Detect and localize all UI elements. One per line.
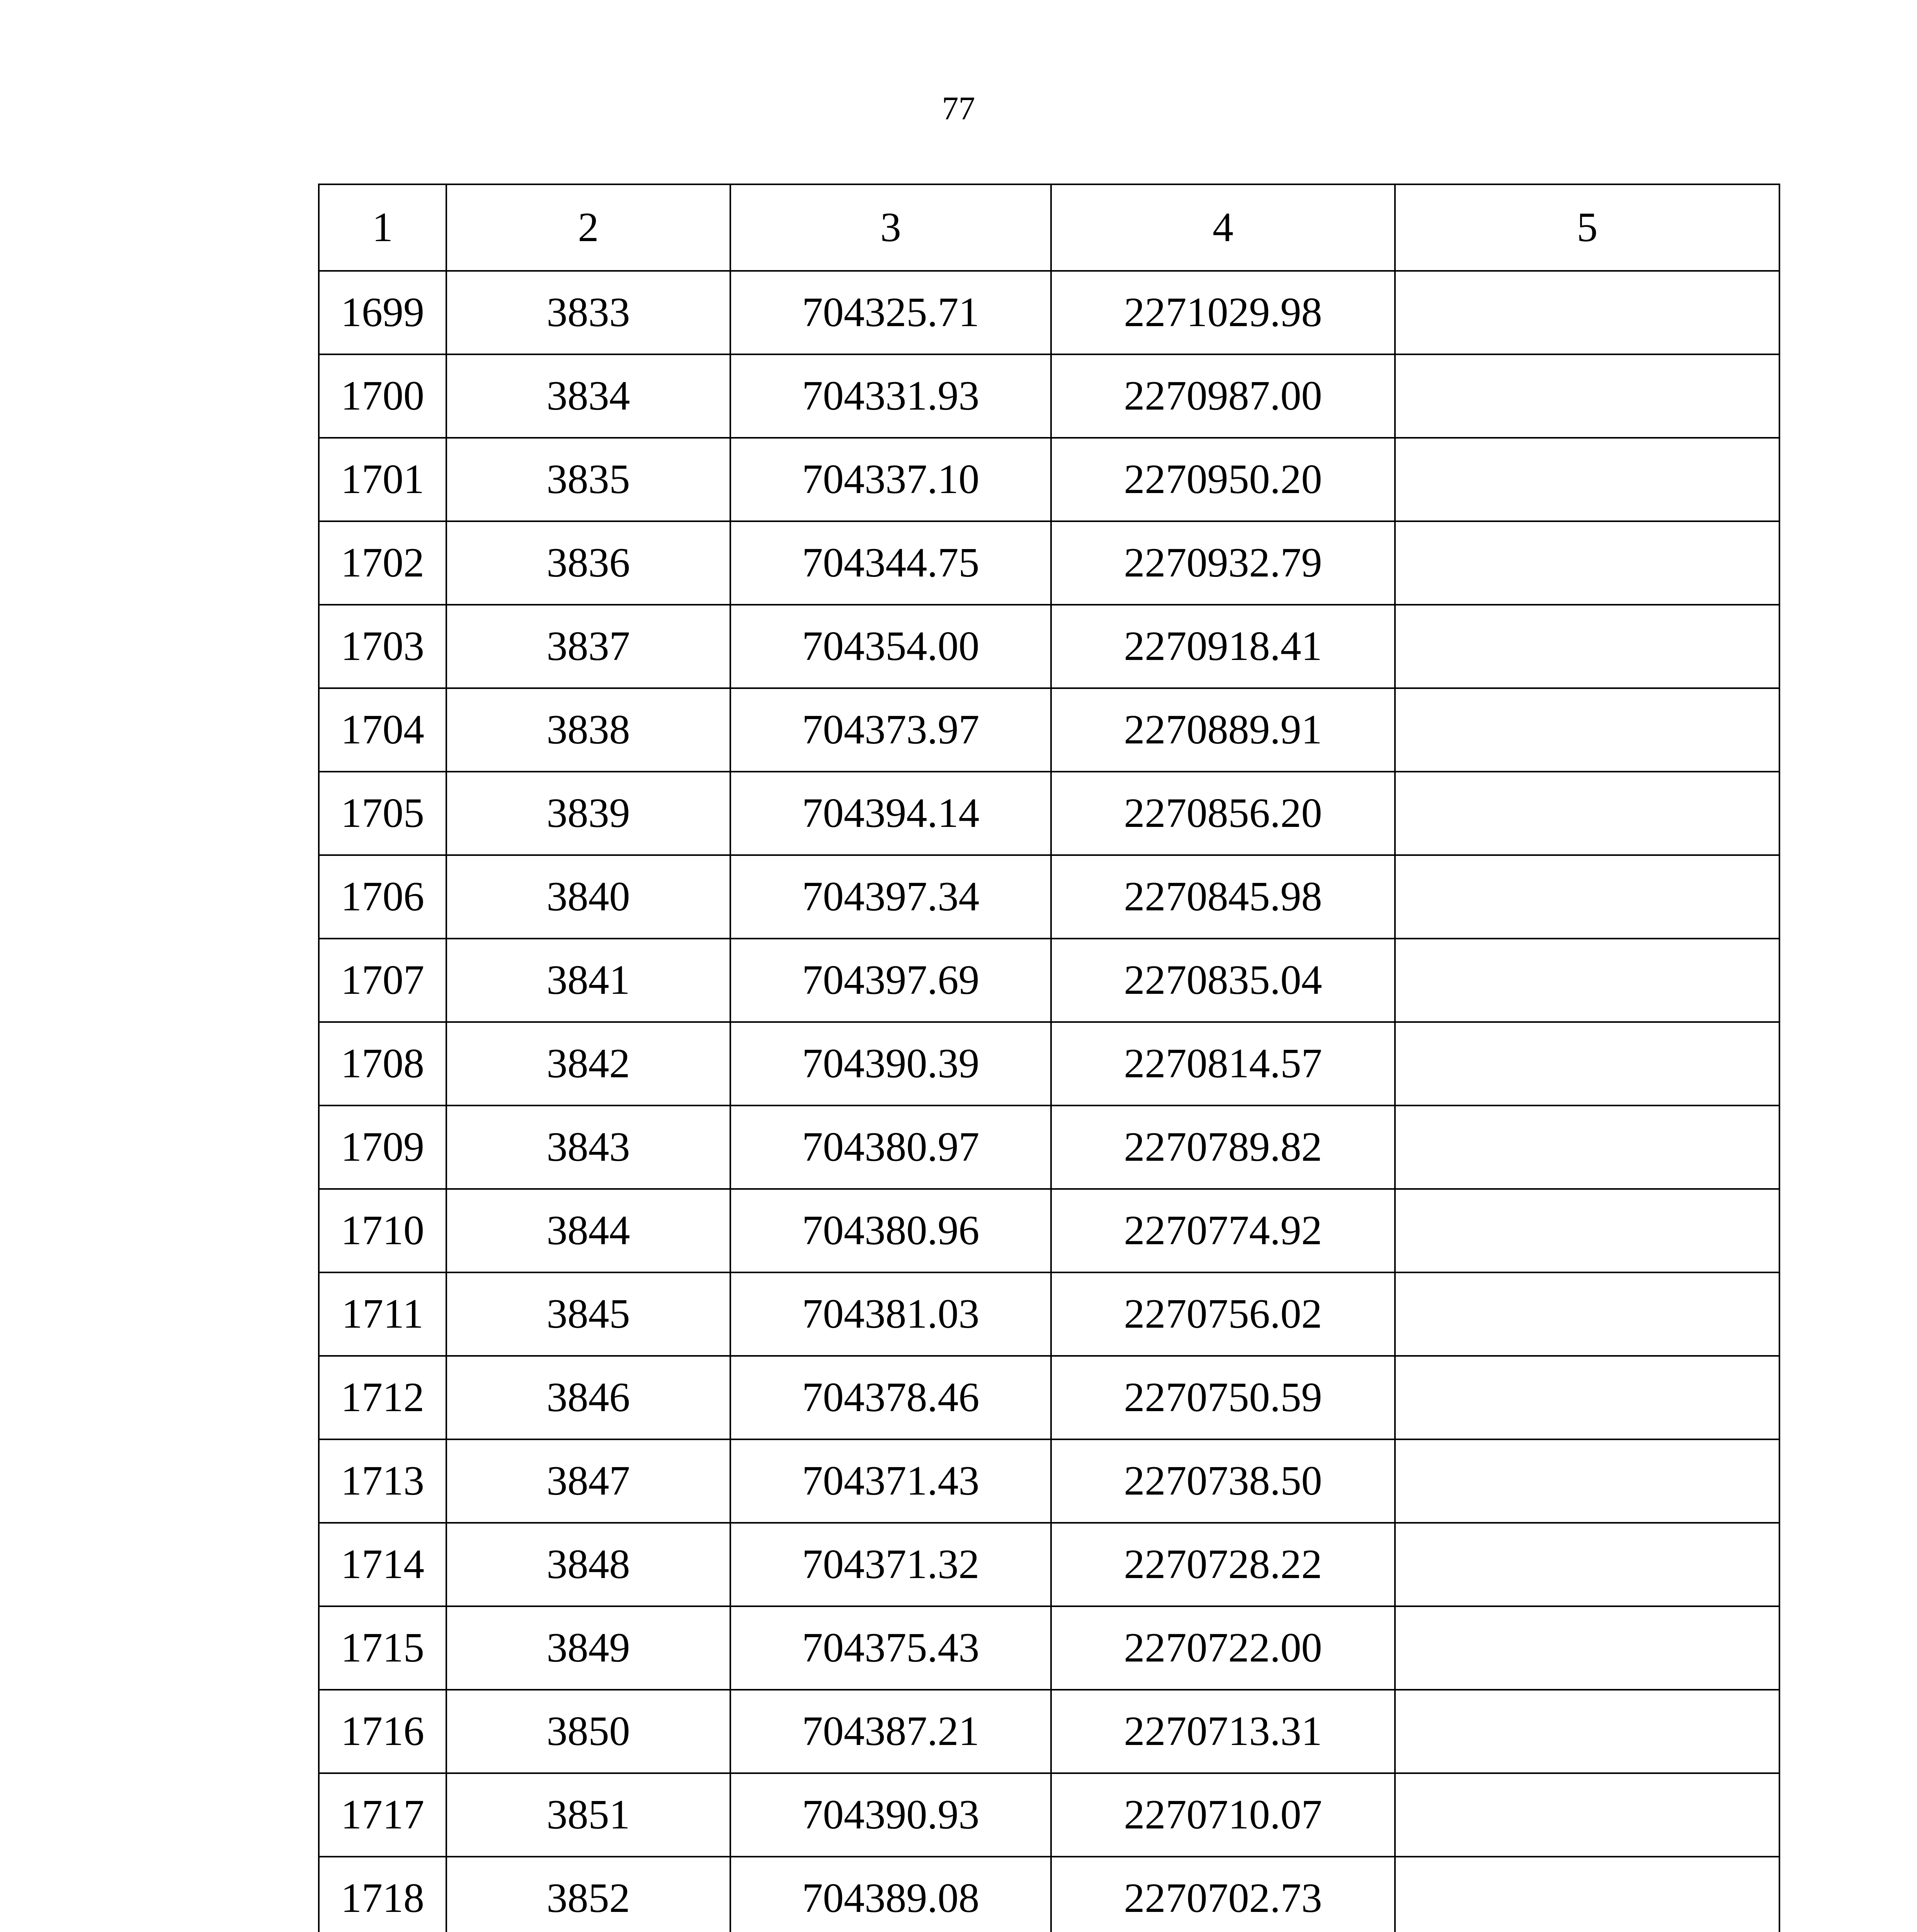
x-coordinate-cell: 704397.69 <box>730 939 1051 1022</box>
column-header-2: 2 <box>446 184 730 271</box>
row-number-cell: 1717 <box>319 1773 446 1857</box>
x-coordinate-cell: 704380.96 <box>730 1189 1051 1272</box>
column-header-1: 1 <box>319 184 446 271</box>
table-row <box>319 438 1779 521</box>
note-cell <box>1395 1773 1779 1857</box>
note-cell <box>1395 1272 1779 1356</box>
y-coordinate-cell: 2270814.57 <box>1051 1022 1395 1105</box>
row-number-cell: 1710 <box>319 1189 446 1272</box>
y-coordinate-cell: 2270710.07 <box>1051 1773 1395 1857</box>
row-number-cell: 1703 <box>319 605 446 688</box>
row-number-cell: 1712 <box>319 1356 446 1439</box>
point-number-cell: 3836 <box>446 521 730 605</box>
coordinates-table <box>318 184 1780 1932</box>
point-number-cell: 3850 <box>446 1690 730 1773</box>
y-coordinate-cell: 2270889.91 <box>1051 688 1395 772</box>
point-number-cell: 3839 <box>446 772 730 855</box>
row-number-cell: 1702 <box>319 521 446 605</box>
column-header-4: 4 <box>1051 184 1395 271</box>
row-number-cell: 1718 <box>319 1857 446 1932</box>
x-coordinate-cell: 704390.39 <box>730 1022 1051 1105</box>
row-number-cell: 1715 <box>319 1606 446 1690</box>
x-coordinate-cell: 704380.97 <box>730 1105 1051 1189</box>
y-coordinate-cell: 2270774.92 <box>1051 1189 1395 1272</box>
point-number-cell: 3846 <box>446 1356 730 1439</box>
note-cell <box>1395 1857 1779 1932</box>
note-cell <box>1395 1439 1779 1523</box>
point-number-cell: 3834 <box>446 354 730 438</box>
point-number-cell: 3841 <box>446 939 730 1022</box>
row-number-cell: 1705 <box>319 772 446 855</box>
x-coordinate-cell: 704375.43 <box>730 1606 1051 1690</box>
note-cell <box>1395 772 1779 855</box>
x-coordinate-cell: 704325.71 <box>730 271 1051 354</box>
x-coordinate-cell: 704394.14 <box>730 772 1051 855</box>
table-row <box>319 1105 1779 1189</box>
x-coordinate-cell: 704381.03 <box>730 1272 1051 1356</box>
table-row <box>319 1022 1779 1105</box>
x-coordinate-cell: 704331.93 <box>730 354 1051 438</box>
y-coordinate-cell: 2270918.41 <box>1051 605 1395 688</box>
y-coordinate-cell: 2270856.20 <box>1051 772 1395 855</box>
point-number-cell: 3852 <box>446 1857 730 1932</box>
row-number-cell: 1711 <box>319 1272 446 1356</box>
column-header-3: 3 <box>730 184 1051 271</box>
x-coordinate-cell: 704387.21 <box>730 1690 1051 1773</box>
row-number-cell: 1701 <box>319 438 446 521</box>
table-row <box>319 939 1779 1022</box>
point-number-cell: 3845 <box>446 1272 730 1356</box>
note-cell <box>1395 438 1779 521</box>
row-number-cell: 1713 <box>319 1439 446 1523</box>
y-coordinate-cell: 2270950.20 <box>1051 438 1395 521</box>
note-cell <box>1395 354 1779 438</box>
table-row <box>319 605 1779 688</box>
point-number-cell: 3835 <box>446 438 730 521</box>
point-number-cell: 3833 <box>446 271 730 354</box>
point-number-cell: 3851 <box>446 1773 730 1857</box>
x-coordinate-cell: 704378.46 <box>730 1356 1051 1439</box>
point-number-cell: 3843 <box>446 1105 730 1189</box>
y-coordinate-cell: 2270987.00 <box>1051 354 1395 438</box>
note-cell <box>1395 1189 1779 1272</box>
x-coordinate-cell: 704373.97 <box>730 688 1051 772</box>
point-number-cell: 3849 <box>446 1606 730 1690</box>
y-coordinate-cell: 2270835.04 <box>1051 939 1395 1022</box>
table-row <box>319 1606 1779 1690</box>
y-coordinate-cell: 2270756.02 <box>1051 1272 1395 1356</box>
y-coordinate-cell: 2270713.31 <box>1051 1690 1395 1773</box>
row-number-cell: 1706 <box>319 855 446 939</box>
row-number-cell: 1704 <box>319 688 446 772</box>
table-row <box>319 1773 1779 1857</box>
note-cell <box>1395 1356 1779 1439</box>
note-cell <box>1395 1606 1779 1690</box>
y-coordinate-cell: 2270738.50 <box>1051 1439 1395 1523</box>
table-row <box>319 354 1779 438</box>
table-row <box>319 855 1779 939</box>
x-coordinate-cell: 704371.32 <box>730 1523 1051 1606</box>
y-coordinate-cell: 2270845.98 <box>1051 855 1395 939</box>
y-coordinate-cell: 2270789.82 <box>1051 1105 1395 1189</box>
y-coordinate-cell: 2270702.73 <box>1051 1857 1395 1932</box>
table-row <box>319 1439 1779 1523</box>
note-cell <box>1395 939 1779 1022</box>
table-row <box>319 1523 1779 1606</box>
note-cell <box>1395 605 1779 688</box>
table-row <box>319 1690 1779 1773</box>
y-coordinate-cell: 2271029.98 <box>1051 271 1395 354</box>
point-number-cell: 3837 <box>446 605 730 688</box>
column-header-5: 5 <box>1395 184 1779 271</box>
y-coordinate-cell: 2270728.22 <box>1051 1523 1395 1606</box>
row-number-cell: 1699 <box>319 271 446 354</box>
x-coordinate-cell: 704389.08 <box>730 1857 1051 1932</box>
point-number-cell: 3847 <box>446 1439 730 1523</box>
x-coordinate-cell: 704390.93 <box>730 1773 1051 1857</box>
row-number-cell: 1707 <box>319 939 446 1022</box>
point-number-cell: 3840 <box>446 855 730 939</box>
table-row <box>319 1356 1779 1439</box>
x-coordinate-cell: 704344.75 <box>730 521 1051 605</box>
table-row <box>319 772 1779 855</box>
table-row <box>319 1272 1779 1356</box>
point-number-cell: 3844 <box>446 1189 730 1272</box>
table-header-row <box>319 184 1779 271</box>
note-cell <box>1395 855 1779 939</box>
note-cell <box>1395 1690 1779 1773</box>
row-number-cell: 1716 <box>319 1690 446 1773</box>
x-coordinate-cell: 704371.43 <box>730 1439 1051 1523</box>
row-number-cell: 1700 <box>319 354 446 438</box>
table-body <box>319 184 1779 1932</box>
table-row <box>319 1857 1779 1932</box>
point-number-cell: 3838 <box>446 688 730 772</box>
note-cell <box>1395 271 1779 354</box>
note-cell <box>1395 688 1779 772</box>
note-cell <box>1395 1523 1779 1606</box>
y-coordinate-cell: 2270722.00 <box>1051 1606 1395 1690</box>
page-number: 77 <box>942 90 975 127</box>
note-cell <box>1395 1105 1779 1189</box>
row-number-cell: 1709 <box>319 1105 446 1189</box>
note-cell <box>1395 1022 1779 1105</box>
x-coordinate-cell: 704397.34 <box>730 855 1051 939</box>
x-coordinate-cell: 704354.00 <box>730 605 1051 688</box>
table-row <box>319 521 1779 605</box>
x-coordinate-cell: 704337.10 <box>730 438 1051 521</box>
row-number-cell: 1708 <box>319 1022 446 1105</box>
table-row <box>319 271 1779 354</box>
point-number-cell: 3842 <box>446 1022 730 1105</box>
note-cell <box>1395 521 1779 605</box>
row-number-cell: 1714 <box>319 1523 446 1606</box>
table-row <box>319 1189 1779 1272</box>
y-coordinate-cell: 2270750.59 <box>1051 1356 1395 1439</box>
y-coordinate-cell: 2270932.79 <box>1051 521 1395 605</box>
table-row <box>319 688 1779 772</box>
point-number-cell: 3848 <box>446 1523 730 1606</box>
